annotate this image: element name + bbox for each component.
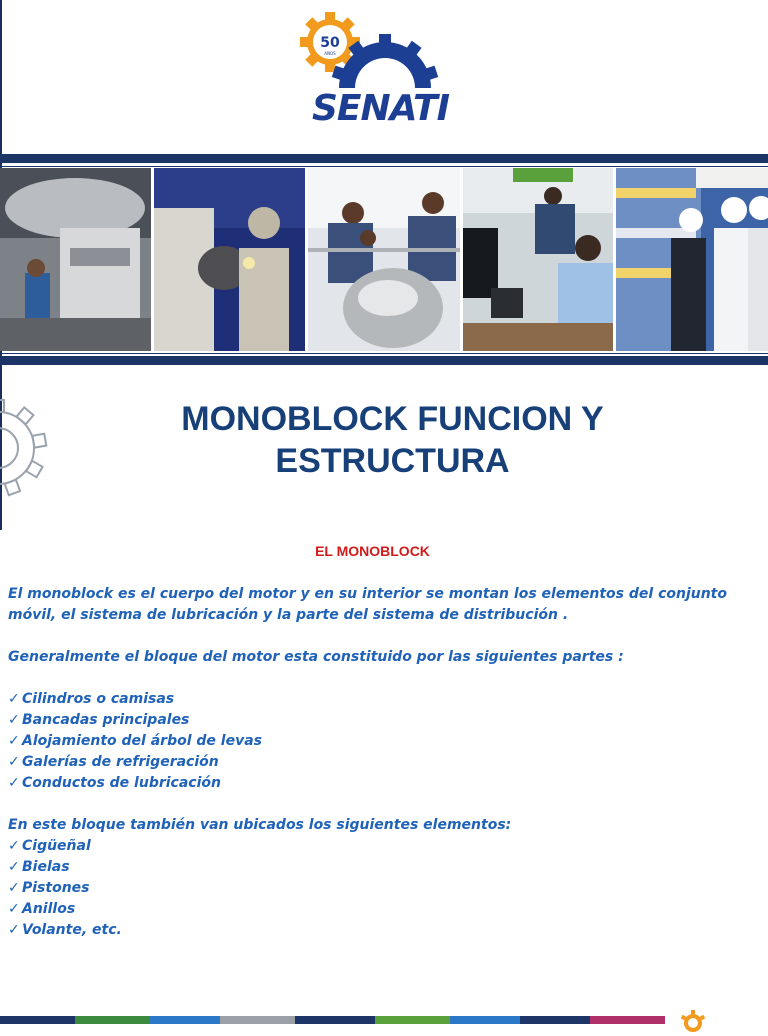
content-body — [8, 584, 756, 941]
list-item: ✓ Cilindros o camisas — [8, 689, 756, 710]
list-item: ✓ Alojamiento del árbol de levas — [8, 731, 756, 752]
logo-badge-number: 50 — [320, 35, 340, 51]
parts-list — [8, 689, 756, 794]
footer-gear-icon — [680, 1010, 706, 1036]
check-icon: ✓ — [8, 712, 20, 728]
check-icon: ✓ — [8, 922, 20, 938]
footer-stripe-segment — [220, 1016, 295, 1024]
check-icon: ✓ — [8, 859, 20, 875]
check-icon: ✓ — [8, 691, 20, 707]
check-icon: ✓ — [8, 880, 20, 896]
paragraph-definition: El monoblock es el cuerpo del motor y en su interior se montan los elementos del conjunto móvil, el sistema de lubricación y la parte del sistema de distribución . — [8, 586, 727, 623]
check-icon: ✓ — [8, 775, 20, 791]
section-heading: EL MONOBLOCK — [315, 543, 430, 559]
list-item: ✓ Galerías de refrigeración — [8, 752, 756, 773]
list-item: ✓ Anillos — [8, 899, 756, 920]
photo-students-tank — [308, 168, 460, 351]
photo-computer-lab — [463, 168, 613, 351]
check-icon: ✓ — [8, 754, 20, 770]
senati-logo — [300, 10, 460, 129]
footer-stripe-segment — [295, 1016, 375, 1024]
check-icon: ✓ — [8, 901, 20, 917]
footer-stripe-segment — [0, 1016, 75, 1024]
footer-stripe-segment — [450, 1016, 520, 1024]
logo-gears-icon — [300, 10, 460, 90]
list-item: ✓ Bancadas principales — [8, 710, 756, 731]
slide-title — [100, 398, 685, 482]
list-item: ✓ Volante, etc. — [8, 920, 756, 941]
footer-stripe-segment — [150, 1016, 220, 1024]
paragraph-elements-intro: En este bloque también van ubicados los siguientes elementos: — [8, 817, 512, 833]
top-blue-band — [0, 154, 768, 163]
gear-outline-icon — [0, 388, 50, 508]
check-icon: ✓ — [8, 733, 20, 749]
photo-warehouse-inspection — [616, 168, 768, 351]
photo-welding — [154, 168, 305, 351]
list-item: ✓ Pistones — [8, 878, 756, 899]
list-item: ✓ Bielas — [8, 857, 756, 878]
elements-list — [8, 836, 756, 941]
title-line-1: MONOBLOCK FUNCION Y — [181, 400, 604, 438]
paragraph-parts-intro: Generalmente el bloque del motor esta constituido por las siguientes partes : — [8, 649, 624, 665]
check-icon: ✓ — [8, 838, 20, 854]
top-thin-rule — [0, 166, 768, 167]
list-item: ✓ Conductos de lubricación — [8, 773, 756, 794]
footer-stripe-segment — [375, 1016, 450, 1024]
title-line-2: ESTRUCTURA — [275, 442, 510, 480]
bottom-thin-rule — [0, 353, 768, 354]
photo-textile-machine — [0, 168, 151, 351]
footer-stripe-segment — [75, 1016, 150, 1024]
logo-wordmark: SENATI — [312, 88, 450, 129]
footer-stripe-segment — [520, 1016, 590, 1024]
logo-badge-text: AÑOS — [324, 51, 336, 56]
bottom-blue-band — [0, 356, 768, 365]
list-item: ✓ Cigüeñal — [8, 836, 756, 857]
footer-stripe-segment — [590, 1016, 665, 1024]
